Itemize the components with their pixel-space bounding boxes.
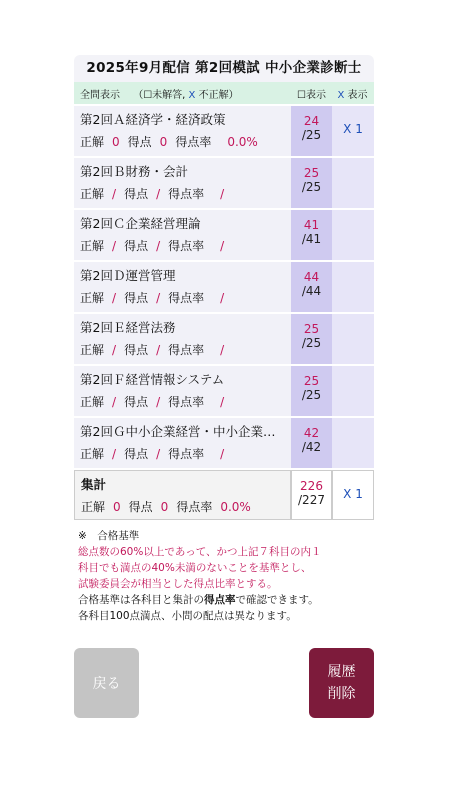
score-label: 得点 <box>124 187 149 201</box>
delete-label-2: 削除 <box>327 686 356 702</box>
wrong-button[interactable]: X 1 <box>332 106 374 156</box>
subject-info[interactable] <box>74 210 291 260</box>
unanswered-count: 24 <box>303 114 320 128</box>
rate-label: 得点率 <box>176 500 213 514</box>
wrong-button[interactable] <box>332 314 374 364</box>
subject-stats <box>80 235 291 257</box>
back-button[interactable]: 戻る <box>74 648 139 718</box>
question-total: /25 <box>301 388 322 402</box>
summary-stats <box>81 496 290 518</box>
notes-line-4c: で確認できます。 <box>235 594 319 606</box>
summary-row <box>74 470 374 522</box>
correct-value: / <box>112 291 117 305</box>
rate-label: 得点率 <box>168 343 205 357</box>
correct-label: 正解 <box>81 500 106 514</box>
correct-value: / <box>112 343 117 357</box>
rate-label: 得点率 <box>168 447 205 461</box>
subject-stats <box>80 391 291 413</box>
subject-stats <box>80 183 291 205</box>
correct-value: / <box>112 187 117 201</box>
show-wrong-label: 表示 <box>347 89 368 101</box>
subject-name: 第2回Ｆ経営情報システム <box>80 372 225 387</box>
show-all-label: 全問表示 <box>80 89 120 101</box>
wrong-button[interactable] <box>332 366 374 416</box>
score-label: 得点 <box>124 291 149 305</box>
rate-value: / <box>220 187 225 201</box>
score-label: 得点 <box>124 395 149 409</box>
unanswered-button[interactable] <box>291 262 332 312</box>
show-wrong-toggle[interactable] <box>332 86 373 101</box>
question-total: /44 <box>301 284 322 298</box>
unanswered-count: 41 <box>303 218 320 232</box>
rate-label: 得点率 <box>175 135 212 149</box>
subject-stats <box>80 287 291 309</box>
subject-row <box>74 366 374 418</box>
correct-label: 正解 <box>80 395 105 409</box>
rate-label: 得点率 <box>168 291 205 305</box>
pass-criteria-notes <box>78 528 378 624</box>
wrong-button[interactable] <box>332 418 374 468</box>
summary-unanswered-button[interactable] <box>291 470 332 520</box>
rate-value: / <box>220 343 225 357</box>
unanswered-button[interactable] <box>291 366 332 416</box>
legend-x-mark: X <box>188 89 196 101</box>
correct-value: 0 <box>113 500 121 514</box>
subject-name: 第2回Ｅ経営法務 <box>80 320 176 335</box>
correct-value: / <box>112 447 117 461</box>
unanswered-count: 226 <box>300 479 323 493</box>
subject-info[interactable] <box>74 262 291 312</box>
notes-line-1: 総点数の60%以上であって、かつ上記７科目の内１ <box>78 546 322 558</box>
question-total: /41 <box>301 232 322 246</box>
notes-line-4 <box>78 592 378 608</box>
delete-history-button[interactable] <box>309 648 374 718</box>
score-label: 得点 <box>124 239 149 253</box>
subject-row <box>74 262 374 314</box>
wrong-button[interactable] <box>332 158 374 208</box>
score-label: 得点 <box>124 343 149 357</box>
subject-stats <box>80 339 291 361</box>
correct-label: 正解 <box>80 239 105 253</box>
score-value: / <box>156 395 161 409</box>
score-value: / <box>156 291 161 305</box>
wrong-button[interactable] <box>332 210 374 260</box>
subject-row <box>74 314 374 366</box>
question-total: /42 <box>301 440 322 454</box>
score-value: / <box>156 187 161 201</box>
legend-open: （ <box>133 89 144 101</box>
notes-line-4b: 得点率 <box>204 594 236 606</box>
rate-value: 0.0% <box>227 135 258 149</box>
subject-name: 第2回Ｄ運営管理 <box>80 268 176 283</box>
summary-label: 集計 <box>81 477 107 492</box>
page-title: 2025年9月配信 第2回模試 中小企業診断士 <box>74 55 374 82</box>
score-label: 得点 <box>127 135 152 149</box>
rate-value: 0.0% <box>220 500 251 514</box>
notes-line-2: 科目でも満点の40%未満のないことを基準とし、 <box>78 562 312 574</box>
correct-label: 正解 <box>80 447 105 461</box>
correct-value: 0 <box>112 135 120 149</box>
subject-row <box>74 106 374 158</box>
score-value: / <box>156 343 161 357</box>
question-total: /25 <box>301 336 322 350</box>
legend-unanswered: ☐未解答, <box>143 89 186 101</box>
show-unanswered-toggle[interactable]: ☐表示 <box>297 89 326 101</box>
delete-label-1: 履歴 <box>327 664 356 680</box>
summary-info <box>74 470 291 520</box>
rate-value: / <box>220 395 225 409</box>
score-label: 得点 <box>124 447 149 461</box>
subject-row <box>74 210 374 262</box>
correct-label: 正解 <box>80 291 105 305</box>
rate-label: 得点率 <box>168 395 205 409</box>
subject-row <box>74 158 374 210</box>
x-icon: X <box>337 89 345 101</box>
score-value: 0 <box>159 135 168 149</box>
subject-info[interactable] <box>74 418 291 468</box>
unanswered-count: 25 <box>303 374 320 388</box>
unanswered-button[interactable] <box>291 210 332 260</box>
rate-value: / <box>220 291 225 305</box>
question-total: /25 <box>301 180 322 194</box>
correct-label: 正解 <box>80 343 105 357</box>
notes-line-5: 各科目100点満点、小問の配点は異なります。 <box>78 610 297 622</box>
score-value: 0 <box>160 500 169 514</box>
unanswered-button[interactable] <box>291 158 332 208</box>
subject-info[interactable] <box>74 366 291 416</box>
correct-label: 正解 <box>80 187 105 201</box>
unanswered-count: 44 <box>303 270 320 284</box>
subject-name: 第2回Ｇ中小企業経営・中小企業… <box>80 424 276 439</box>
question-total: /25 <box>301 128 322 142</box>
subject-row <box>74 418 374 470</box>
subject-stats <box>80 131 291 153</box>
table-header <box>74 82 374 106</box>
subject-name: 第2回Ｃ企業経営理論 <box>80 216 201 231</box>
subject-name: 第2回Ａ経済学・経済政策 <box>80 112 226 127</box>
legend-wrong: 不正解） <box>198 89 239 101</box>
show-all-filter[interactable] <box>74 86 291 101</box>
subject-info[interactable] <box>74 314 291 364</box>
subject-info[interactable] <box>74 106 291 156</box>
notes-line-4a: 合格基準は各科目と集計の <box>78 594 204 606</box>
unanswered-button[interactable] <box>291 314 332 364</box>
unanswered-button[interactable] <box>291 418 332 468</box>
subject-stats <box>80 443 291 465</box>
rate-label: 得点率 <box>168 239 205 253</box>
results-card <box>74 55 374 522</box>
rate-value: / <box>220 239 225 253</box>
correct-value: / <box>112 395 117 409</box>
unanswered-count: 25 <box>303 322 320 336</box>
subject-name: 第2回Ｂ財務・会計 <box>80 164 188 179</box>
subject-info[interactable] <box>74 158 291 208</box>
correct-label: 正解 <box>80 135 105 149</box>
score-label: 得点 <box>128 500 153 514</box>
summary-wrong-button[interactable]: X 1 <box>332 470 374 520</box>
unanswered-button[interactable] <box>291 106 332 156</box>
unanswered-count: 25 <box>303 166 320 180</box>
rate-label: 得点率 <box>168 187 205 201</box>
score-value: / <box>156 239 161 253</box>
unanswered-count: 42 <box>303 426 320 440</box>
notes-line-3: 試験委員会が相当とした得点比率とする。 <box>78 578 278 590</box>
wrong-button[interactable] <box>332 262 374 312</box>
score-value: / <box>156 447 161 461</box>
rate-value: / <box>220 447 225 461</box>
notes-heading: ※ 合格基準 <box>78 530 140 542</box>
question-total: /227 <box>298 493 325 507</box>
correct-value: / <box>112 239 117 253</box>
